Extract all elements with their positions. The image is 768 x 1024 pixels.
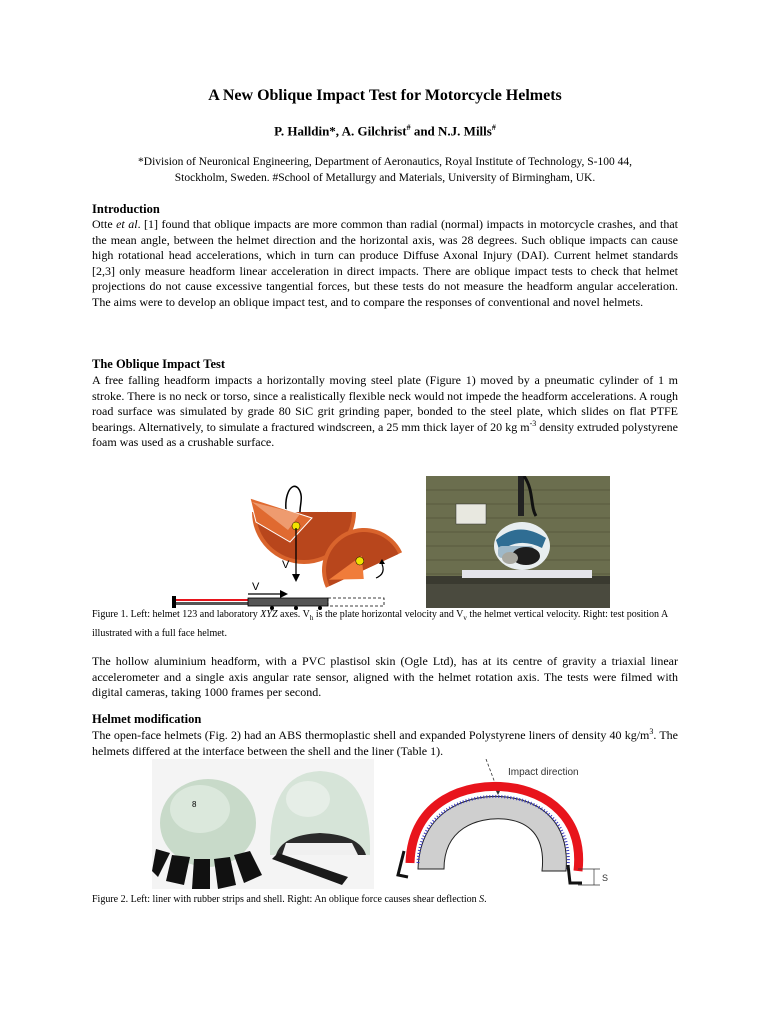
cylinder-body bbox=[176, 602, 248, 605]
author-halldin: P. Halldin*, bbox=[274, 123, 342, 139]
subscript: v bbox=[463, 614, 467, 622]
figure2-caption bbox=[92, 892, 678, 907]
steel-plate bbox=[462, 570, 592, 578]
wall-notice bbox=[456, 504, 486, 524]
text-run: XYZ bbox=[260, 609, 278, 620]
affiliation-mark: # bbox=[491, 123, 496, 132]
figure2-shear-diagram bbox=[388, 759, 618, 891]
affiliation-line: *Division of Neuronical Engineering, Department of Aeronautics, Royal Institute of Technology, S-100 44, bbox=[138, 156, 632, 168]
text-run: . [1] found that oblique impacts are more common than radial (normal) impacts in motorcycle crashes, and that the mean angle, between the helmet direction and the horizontal axis, was 28 degrees. Such oblique impacts can cause high rotational head accelerations, which in turn can produce Diffuse Axonal Injury (DAI). Current helmet standards [2,3] only measure headform linear acceleration in direct impacts. There are oblique impact tests to check that helmet projections do not cause excessive tangential forces, but these tests do not measure the headform angular acceleration. The aims were to develop an oblique impact test, and to compare the responses of conventional and novel helmets. bbox=[92, 217, 678, 309]
text-run: the helmet vertical velocity. Right: test position A illustrated with a full face helmet. bbox=[92, 609, 668, 639]
text-run: The open-face helmets (Fig. 2) had an ABS thermoplastic shell and expanded Polystyrene liners of density 40 kg/m bbox=[92, 728, 650, 742]
steel-plate bbox=[248, 598, 328, 606]
svg-text:8: 8 bbox=[192, 800, 197, 809]
rotation-arrow-icon bbox=[376, 564, 383, 578]
affiliations bbox=[92, 154, 678, 186]
figure2-liner-photo bbox=[152, 759, 374, 889]
text-run: Otte bbox=[92, 217, 117, 231]
text-run: S bbox=[479, 894, 485, 905]
text-run: density extruded polystyrene foam was used as a crushable surface. bbox=[92, 419, 678, 450]
superscript: -3 bbox=[529, 418, 537, 428]
section-heading-helmet-modification: Helmet modification bbox=[92, 712, 202, 726]
section-heading-introduction: Introduction bbox=[92, 202, 160, 216]
author-gilchrist: A. Gilchrist bbox=[341, 123, 407, 139]
introduction-paragraph bbox=[92, 217, 678, 311]
text-run: axes. V bbox=[277, 609, 310, 620]
superscript: 3 bbox=[649, 727, 654, 736]
text-run: Figure 1. Left: helmet 123 and laboratory bbox=[92, 609, 261, 620]
plate-travel-outline bbox=[328, 598, 384, 606]
affiliation-mark: # bbox=[406, 123, 411, 132]
helmet-modification-paragraph bbox=[92, 728, 678, 759]
oblique-test-paragraph bbox=[92, 373, 678, 451]
text-run: et al bbox=[116, 217, 138, 231]
paper-title: A New Oblique Impact Test for Motorcycle Helmets bbox=[208, 87, 562, 104]
plate-velocity-label: V bbox=[252, 581, 260, 593]
author-list bbox=[92, 123, 678, 139]
section-heading-oblique-test: The Oblique Impact Test bbox=[92, 357, 226, 371]
text-run: . The helmets differed at the interface between the shell and the liner (Table 1). bbox=[92, 728, 678, 758]
full-face-helmet-icon bbox=[494, 522, 550, 570]
author-mills: and N.J. Mills bbox=[410, 123, 492, 139]
text-run: A free falling headform impacts a horizontally moving steel plate (Figure 1) moved by a pneumatic cylinder of 1 m stroke. There is no neck or torso, since a realistically flexible neck would not impede the headform accelerations. A rough road surface was simulated by grade 80 SiC grit grinding paper, bonded to the steel plate, which slides on flat PTFE bearings. Alternatively, to simulate a fractured windscreen, a 25 mm thick layer of 20 kg m bbox=[92, 373, 678, 434]
subscript: h bbox=[309, 614, 314, 622]
figure1-caption bbox=[92, 607, 678, 641]
text-run: Figure 2. Left: liner with rubber strips and shell. Right: An oblique force causes shear deflection bbox=[92, 894, 480, 905]
text-run: is the plate horizontal velocity and V bbox=[313, 609, 464, 620]
fall-velocity-label: V bbox=[282, 559, 290, 571]
headform-paragraph: The hollow aluminium headform, with a PVC plastisol skin (Ogle Ltd), has at its centre of gravity a triaxial linear accelerometer and a single axis angular rate sensor, aligned with the helmet rotation axis. The tests were filmed with digital cameras, taking 1000 frames per second. bbox=[92, 654, 678, 700]
figure1-test-photo bbox=[426, 476, 610, 608]
shear-label: S bbox=[602, 873, 609, 883]
impact-direction-label: Impact direction bbox=[508, 767, 579, 778]
affiliation-line: Stockholm, Sweden. #School of Metallurgy and Materials, University of Birmingham, UK. bbox=[174, 172, 596, 184]
text-run: . bbox=[484, 894, 487, 905]
